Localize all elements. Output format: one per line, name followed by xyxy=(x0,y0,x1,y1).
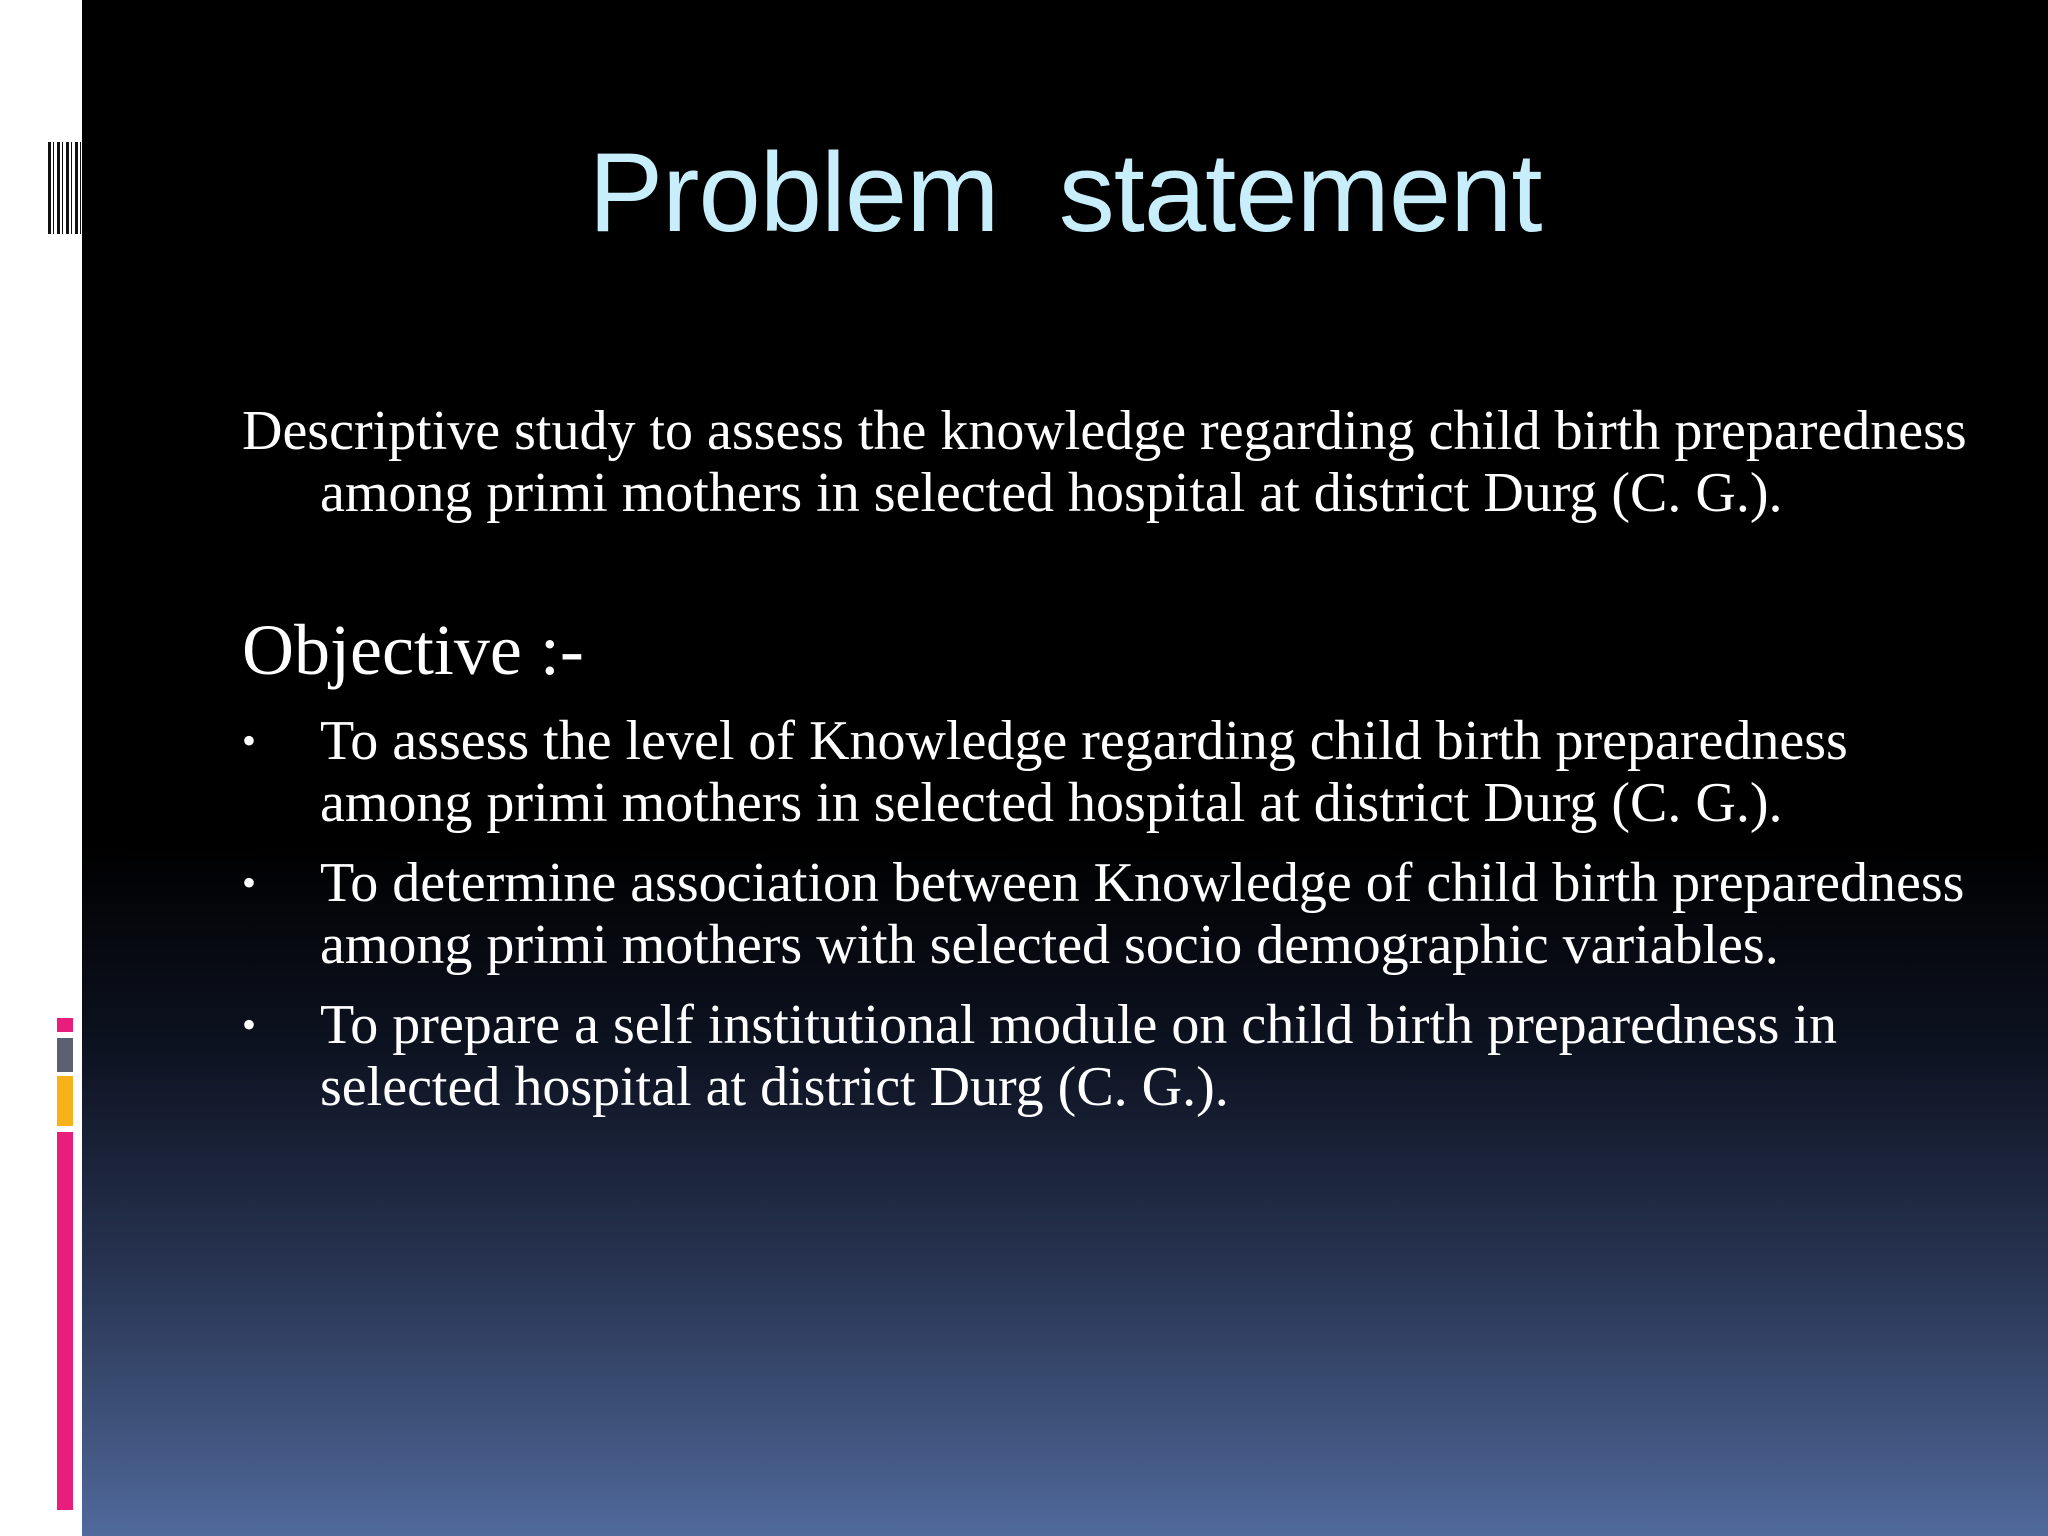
orange-accent-bar xyxy=(57,1076,73,1126)
objective-item xyxy=(242,994,2002,1118)
objective-text: To determine association between Knowledge of child birth preparedness among primi mothers with selected socio demographic variables. xyxy=(320,852,1965,976)
slide-title: Problem statement xyxy=(588,130,1542,255)
objective-heading: Objective :- xyxy=(242,610,584,690)
bullet-icon: • xyxy=(242,718,257,763)
slate-accent-bar xyxy=(57,1038,73,1072)
objective-text: To assess the level of Knowledge regarding child birth preparedness among primi mothers in selected hospital at district Durg (C. G.). xyxy=(320,710,1848,834)
slide-body xyxy=(242,400,2002,1136)
left-decoration-strip xyxy=(0,0,82,1536)
pink-accent-bar-top xyxy=(57,1018,73,1032)
study-description: Descriptive study to assess the knowledge regarding child birth preparedness among primi mothers in selected hospital at district Durg (C. G.). xyxy=(242,400,1967,524)
slide-content-area xyxy=(82,0,2048,1536)
pink-accent-bar-long xyxy=(57,1132,73,1510)
objective-item xyxy=(242,710,2002,834)
objective-item xyxy=(242,852,2002,976)
bullet-icon: • xyxy=(242,860,257,905)
objective-text: To prepare a self institutional module on child birth preparedness in selected hospital at district Durg (C. G.). xyxy=(320,994,1838,1118)
objectives-list xyxy=(242,710,2002,1118)
bullet-icon: • xyxy=(242,1002,257,1047)
barcode-decoration xyxy=(48,142,82,234)
